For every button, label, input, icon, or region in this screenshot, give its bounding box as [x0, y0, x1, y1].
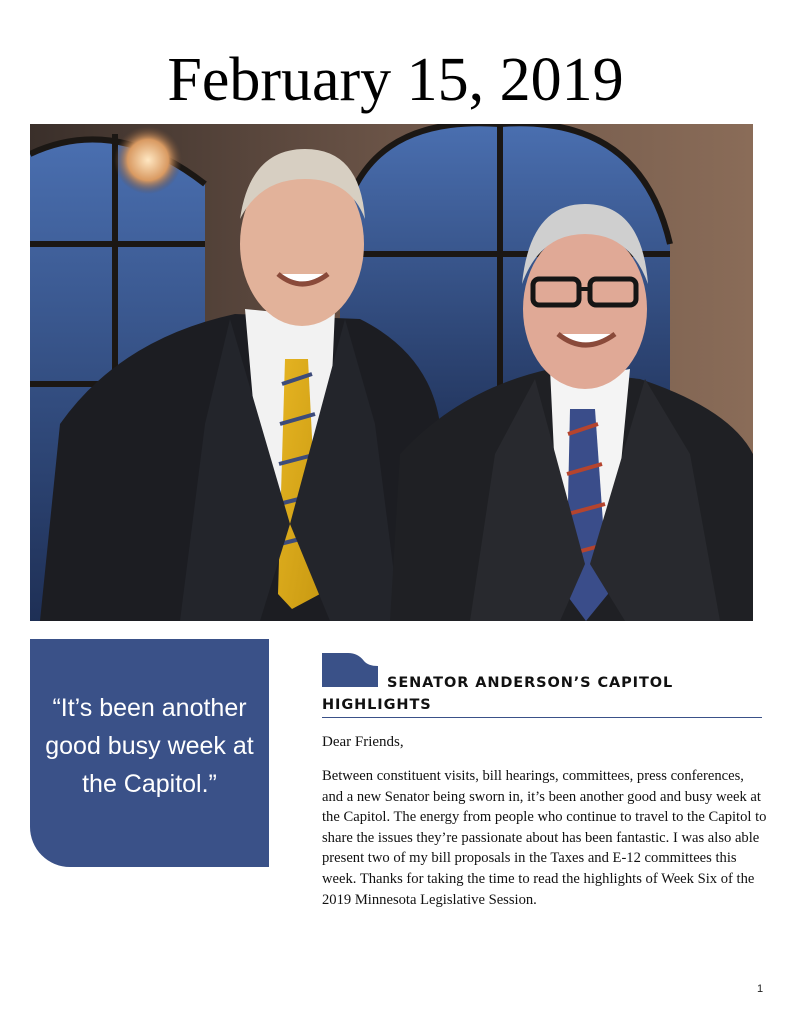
section-heading-line1: SENATOR ANDERSON’S CAPITOL	[387, 675, 674, 691]
section-heading	[322, 672, 762, 716]
pull-quote-box	[30, 639, 269, 867]
photo-two-men-in-suits	[30, 124, 753, 621]
pull-quote-text: “It’s been another good busy week at the Capitol.”	[45, 694, 254, 798]
letter-body: Between constituent visits, bill hearings, committees, press conferences, and a new Senator being sworn in, it’s been another good and busy week at the Capitol. The energy from people who continue to travel to the Capitol to share the issues they’re passionate about has been fantastic. I was also able present two of my bill proposals in the Taxes and E-12 committees this week. Thanks for taking the time to read the highlights of Week Six of the 2019 Minnesota Legislative Session.	[322, 768, 767, 908]
section-heading-line2: HIGHLIGHTS	[322, 697, 432, 713]
page-date: February 15, 2019	[167, 46, 624, 114]
page-number: 1	[757, 983, 764, 995]
section-divider	[322, 717, 762, 718]
letter-greeting: Dear Friends,	[322, 734, 404, 750]
